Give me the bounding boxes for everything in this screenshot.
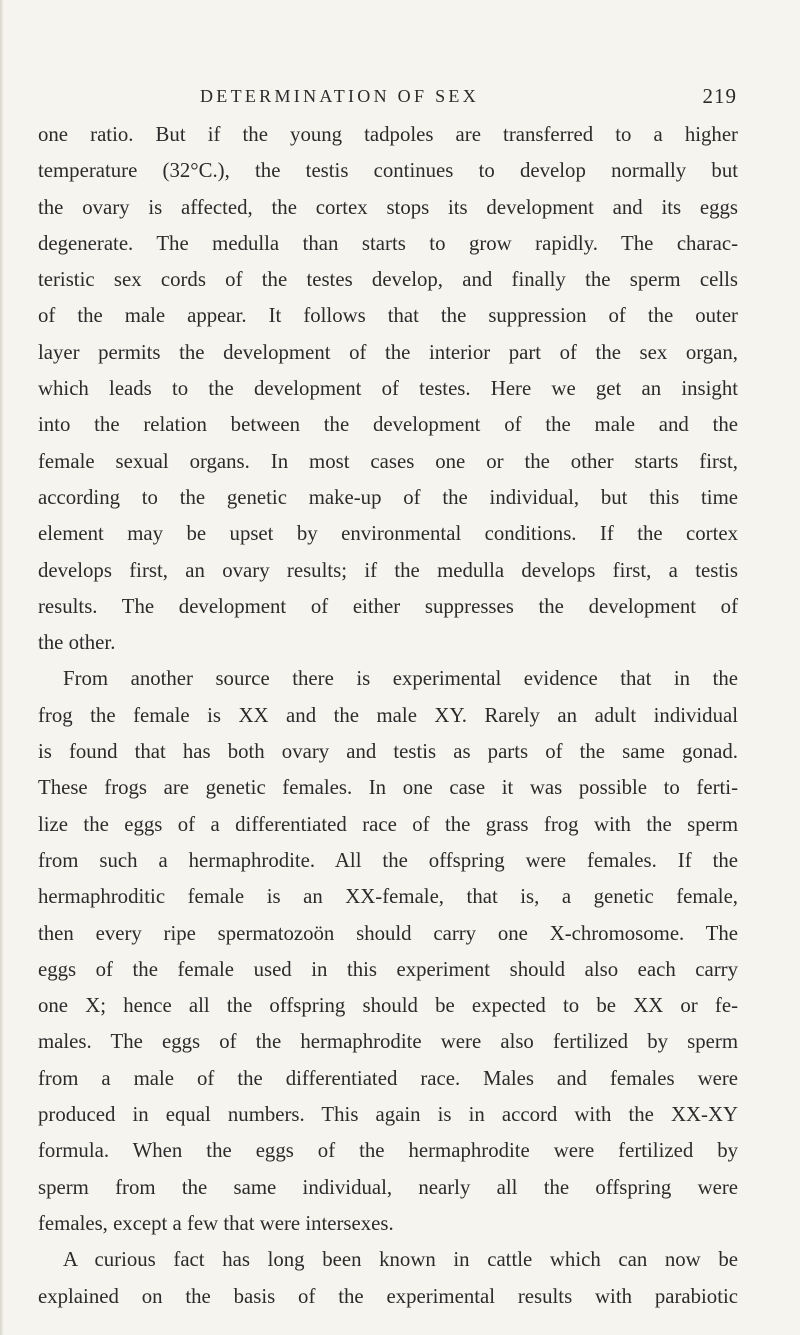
text-line: from a male of the differentiated race. Males and females were xyxy=(38,1066,738,1090)
text-line: degenerate. The medulla than starts to grow rapidly. The charac- xyxy=(38,231,738,255)
text-line: is found that has both ovary and testis as parts of the same gonad. xyxy=(38,740,738,764)
text-line: teristic sex cords of the testes develop, and finally the sperm cells xyxy=(38,268,738,292)
text-line: temperature (32°C.), the testis continues to develop normally but xyxy=(38,159,738,183)
text-line: element may be upset by environmental conditions. If the cortex xyxy=(38,522,738,546)
text-line: according to the genetic make-up of the individual, but this time xyxy=(38,485,738,509)
text-line: lize the eggs of a differentiated race of the grass frog with the sperm xyxy=(38,812,738,836)
text-line: frog the female is XX and the male XY. Rarely an adult individual xyxy=(38,703,738,727)
text-line: from such a hermaphrodite. All the offspring were females. If the xyxy=(38,848,738,872)
text-line: These frogs are genetic females. In one case it was possible to ferti- xyxy=(38,776,738,800)
text-line: formula. When the eggs of the hermaphrodite were fertilized by xyxy=(38,1139,738,1163)
body-text xyxy=(38,117,738,1315)
text-line: produced in equal numbers. This again is in accord with the XX-XY xyxy=(38,1103,738,1127)
text-line: hermaphroditic female is an XX-female, that is, a genetic female, xyxy=(38,885,738,909)
running-title: DETERMINATION OF SEX xyxy=(200,86,479,106)
text-line: From another source there is experimental evidence that in the xyxy=(63,667,738,691)
text-line: into the relation between the development of the male and the xyxy=(38,413,738,437)
page-edge xyxy=(0,0,4,1335)
text-line: the ovary is affected, the cortex stops its development and its eggs xyxy=(38,195,738,219)
text-line: females, except a few that were intersexes. xyxy=(38,1211,394,1235)
text-line: which leads to the development of testes. Here we get an insight xyxy=(38,377,738,401)
text-line: A curious fact has long been known in cattle which can now be xyxy=(63,1248,738,1272)
text-line: the other. xyxy=(38,631,116,655)
text-line: eggs of the female used in this experiment should also each carry xyxy=(38,957,738,981)
text-line: sperm from the same individual, nearly all the offspring were xyxy=(38,1175,738,1199)
text-line: explained on the basis of the experimental results with parabiotic xyxy=(38,1284,738,1308)
text-line: female sexual organs. In most cases one or the other starts first, xyxy=(38,449,738,473)
page-number: 219 xyxy=(702,84,737,108)
text-line: layer permits the development of the interior part of the sex organ, xyxy=(38,340,738,364)
text-line: males. The eggs of the hermaphrodite were also fertilized by sperm xyxy=(38,1030,738,1054)
text-line: results. The development of either suppresses the development of xyxy=(38,594,738,618)
text-line: develops first, an ovary results; if the medulla develops first, a testis xyxy=(38,558,738,582)
text-line: one X; hence all the offspring should be expected to be XX or fe- xyxy=(38,994,738,1018)
text-line: of the male appear. It follows that the suppression of the outer xyxy=(38,304,738,328)
text-line: then every ripe spermatozoön should carry one X-chromosome. The xyxy=(38,921,738,945)
text-line: one ratio. But if the young tadpoles are transferred to a higher xyxy=(38,123,738,146)
running-header xyxy=(200,86,737,112)
